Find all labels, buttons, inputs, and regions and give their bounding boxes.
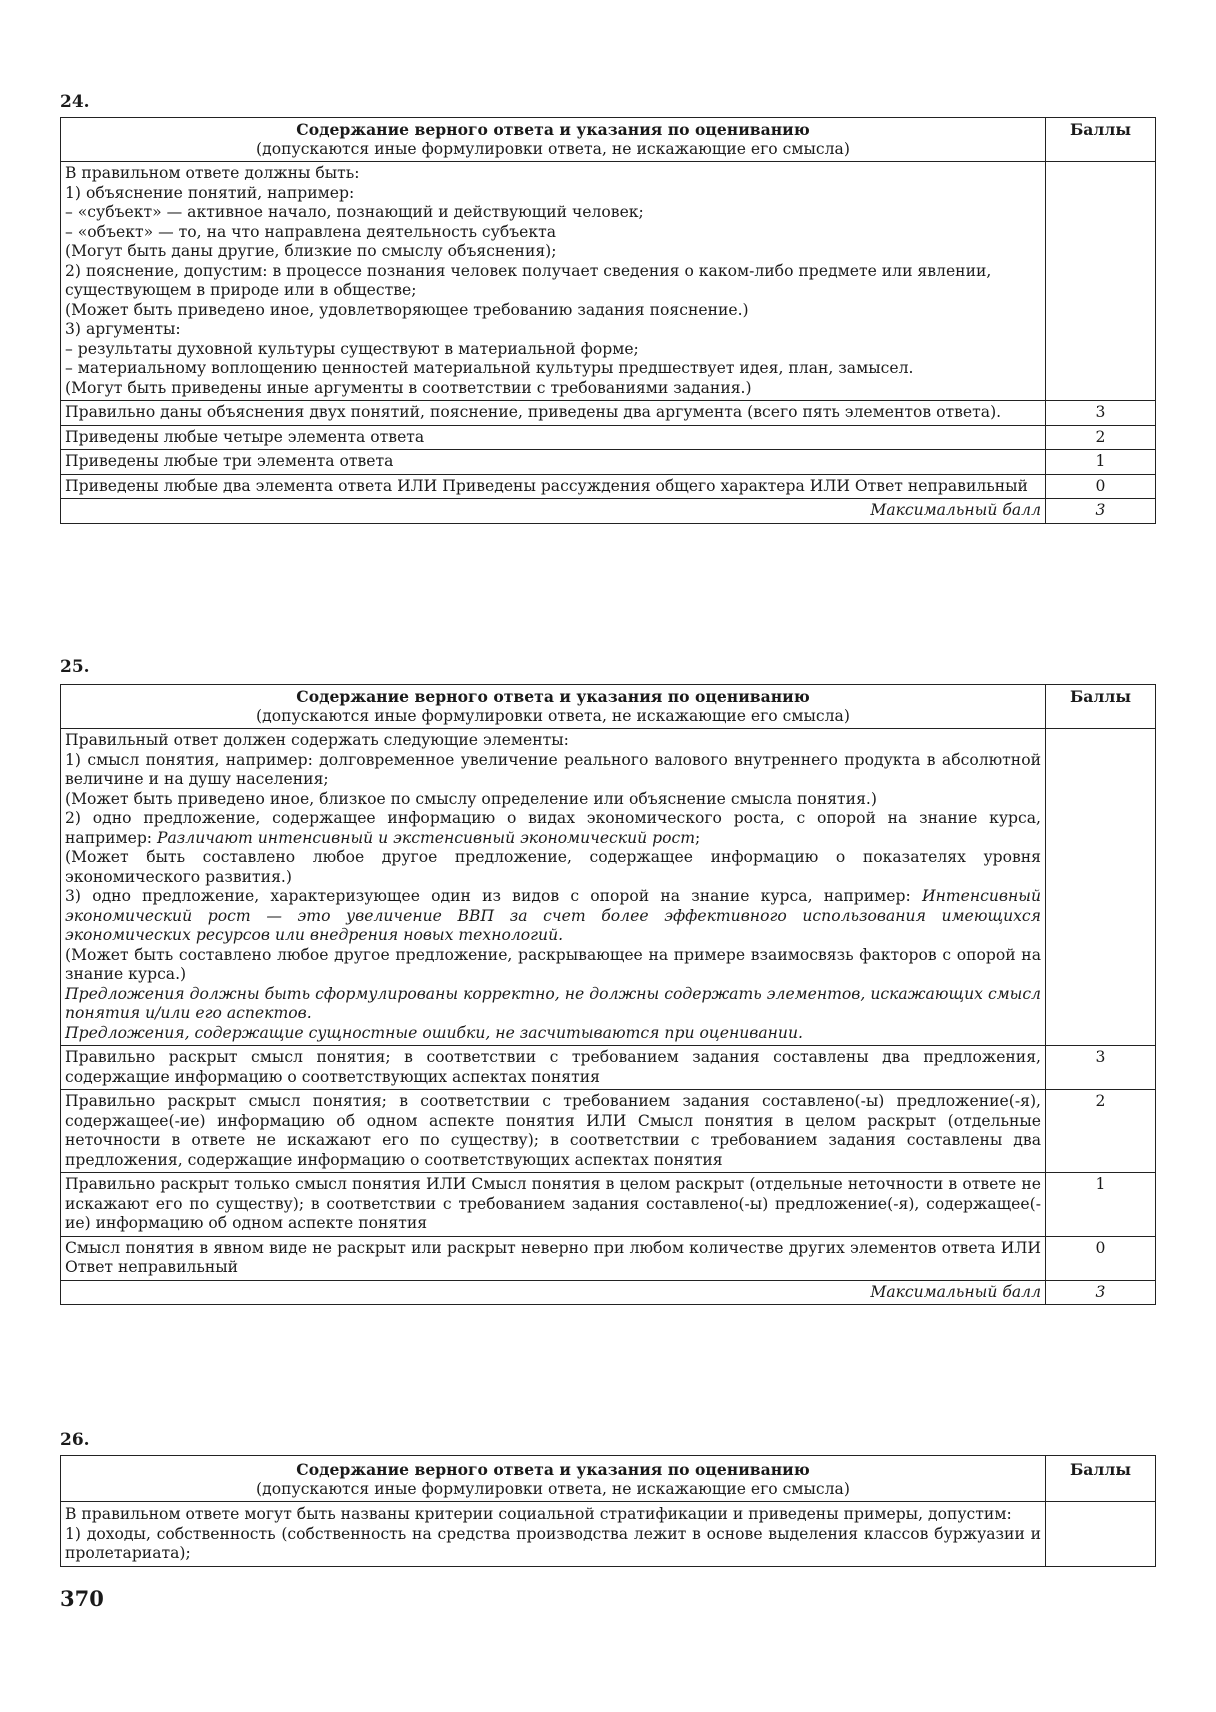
criterion-score: 2 [1046,425,1156,450]
answer-line: – материальному воплощению ценностей материальной культуры предшествует идея, план, замысел. [65,359,914,377]
points-header: Баллы [1046,118,1156,162]
answer-line: 1) смысл понятия, например: долговременное увеличение реального валового внутреннего продукта в абсолютной величине и на душу населения; [65,750,1041,788]
answer-line: 2) пояснение, допустим: в процессе познания человек получает сведения о каком-либо предмете или явлении, существующем в природе или в обществе; [65,261,992,299]
max-score-label: Максимальный балл [61,499,1046,524]
points-header: Баллы [1046,1456,1156,1502]
answer-text: 3) одно предложение, характеризующее один из видов с опорой на знание курса, например: [65,887,922,905]
page-number: 370 [60,1586,104,1611]
answer-line [65,809,1041,848]
answer-line: (Могут быть даны другие, близкие по смыслу объяснения); [65,242,557,260]
answer-row [61,1502,1156,1567]
criterion-text: Правильно раскрыт только смысл понятия ИЛИ Смысл понятия в целом раскрыт (отдельные неточности в ответе не искажают его по существу); в соответствии с требованием задания составлено(-ы) предложение(-я), содержащее(-ие) информацию об одном аспекте понятия [61,1173,1046,1237]
criterion-row [61,1236,1156,1280]
instruction-note: Предложения должны быть сформулированы корректно, не должны содержать элементов, искажающих смысл понятия и/или его аспектов. [65,984,1041,1022]
answer-line [65,887,1041,946]
instruction-note: Предложения, содержащие сущностные ошибки, не засчитываются при оценивании. [65,1023,803,1042]
grading-table-25 [60,684,1156,1305]
criterion-text: Смысл понятия в явном виде не раскрыт или раскрыт неверно при любом количестве других элементов ответа ИЛИ Ответ неправильный [61,1236,1046,1280]
answer-score-empty [1046,729,1156,1046]
criterion-row [61,401,1156,426]
criterion-row [61,1090,1156,1173]
task-number-26: 26. [60,1430,90,1450]
max-score-row [61,1280,1156,1305]
criterion-row [61,450,1156,475]
criterion-row [61,425,1156,450]
criterion-score: 3 [1046,401,1156,426]
answer-line: 1) доходы, собственность (собственность на средства производства лежит в основе выделения классов буржуазии и пролетариата); [65,1524,1041,1562]
answer-line: – «субъект» — активное начало, познающий и действующий человек; [65,203,644,221]
table-header-row [61,118,1156,162]
answer-line: В правильном ответе могут быть названы критерии социальной стратификации и приведены примеры, допустим: [65,1505,1012,1523]
header-cell [61,685,1046,729]
answer-score-empty [1046,1502,1156,1567]
header-subtitle: (допускаются иные формулировки ответа, не искажающие его смысла) [256,1479,850,1498]
example-text: Различают интенсивный и экстенсивный экономический рост [157,828,696,847]
answer-text: ; [695,828,701,847]
answer-line: (Могут быть приведены иные аргументы в соответствии с требованиями задания.) [65,378,752,397]
header-subtitle: (допускаются иные формулировки ответа, не искажающие его смысла) [256,706,850,725]
max-score-value: 3 [1046,499,1156,524]
criterion-score: 0 [1046,1236,1156,1280]
criterion-text: Приведены любые четыре элемента ответа [61,425,1046,450]
answer-content [61,729,1046,1046]
table-header-row [61,685,1156,729]
criterion-text: Приведены любые три элемента ответа [61,450,1046,475]
example-text: Интенсивный экономический рост — это увеличение ВВП за счет более эффективного использования имеющихся экономических ресурсов или внедрения новых технологий. [65,887,1041,944]
answer-line: В правильном ответе должны быть: [65,164,360,182]
header-subtitle: (допускаются иные формулировки ответа, не искажающие его смысла) [256,139,850,158]
answer-text: 2) одно предложение, содержащее информацию о видах экономического роста, с опорой на знание курса, например: [65,809,1041,847]
answer-row [61,729,1156,1046]
criterion-score: 1 [1046,1173,1156,1237]
answer-content [61,162,1046,401]
max-score-value: 3 [1046,1280,1156,1305]
answer-score-empty [1046,162,1156,401]
header-cell [61,118,1046,162]
header-title: Содержание верного ответа и указания по оцениванию [296,120,810,139]
task-number-25: 25. [60,657,90,677]
grading-table-24 [60,117,1156,524]
criterion-row [61,1173,1156,1237]
answer-row [61,162,1156,401]
criterion-score: 0 [1046,474,1156,499]
criterion-text: Правильно раскрыт смысл понятия; в соответствии с требованием задания составлены два предложения, содержащие информацию о соответствующих аспектах понятия [61,1046,1046,1090]
answer-line: (Может быть составлено любое другое предложение, содержащее информацию о показателях уровня экономического развития.) [65,848,1041,886]
answer-content [61,1502,1046,1567]
max-score-label: Максимальный балл [61,1280,1046,1305]
table-header-row [61,1456,1156,1502]
header-title: Содержание верного ответа и указания по оцениванию [296,687,810,706]
grading-table-26 [60,1455,1156,1567]
max-score-row [61,499,1156,524]
criterion-text: Правильно даны объяснения двух понятий, пояснение, приведены два аргумента (всего пять элементов ответа). [61,401,1046,426]
answer-line: 1) объяснение понятий, например: [65,183,355,202]
answer-line: (Может быть составлено любое другое предложение, раскрывающее на примере взаимосвязь факторов с опорой на знание курса.) [65,945,1041,983]
answer-line: (Может быть приведено иное, близкое по смыслу определение или объяснение смысла понятия.) [65,789,877,808]
points-header: Баллы [1046,685,1156,729]
task-number-24: 24. [60,92,90,112]
criterion-row [61,474,1156,499]
criterion-text: Приведены любые два элемента ответа ИЛИ Приведены рассуждения общего характера ИЛИ Ответ неправильный [61,474,1046,499]
answer-line: Правильный ответ должен содержать следующие элементы: [65,731,569,749]
header-cell [61,1456,1046,1502]
header-title: Содержание верного ответа и указания по оцениванию [296,1460,810,1479]
answer-line: – результаты духовной культуры существуют в материальной форме; [65,339,639,358]
answer-line: – «объект» — то, на что направлена деятельность субъекта [65,222,557,241]
criterion-score: 3 [1046,1046,1156,1090]
criterion-score: 2 [1046,1090,1156,1173]
criterion-row [61,1046,1156,1090]
criterion-text: Правильно раскрыт смысл понятия; в соответствии с требованием задания составлено(-ы) предложение(-я), содержащее(-ие) информацию об одном аспекте понятия ИЛИ Смысл понятия в целом раскрыт (отдельные неточности в ответе не искажают его по существу); в соответствии с требованием задания составлены два предложения, содержащие информацию о соответствующих аспектах понятия [61,1090,1046,1173]
answer-line: 3) аргументы: [65,320,181,338]
answer-line: (Может быть приведено иное, удовлетворяющее требованию задания пояснение.) [65,300,749,319]
criterion-score: 1 [1046,450,1156,475]
